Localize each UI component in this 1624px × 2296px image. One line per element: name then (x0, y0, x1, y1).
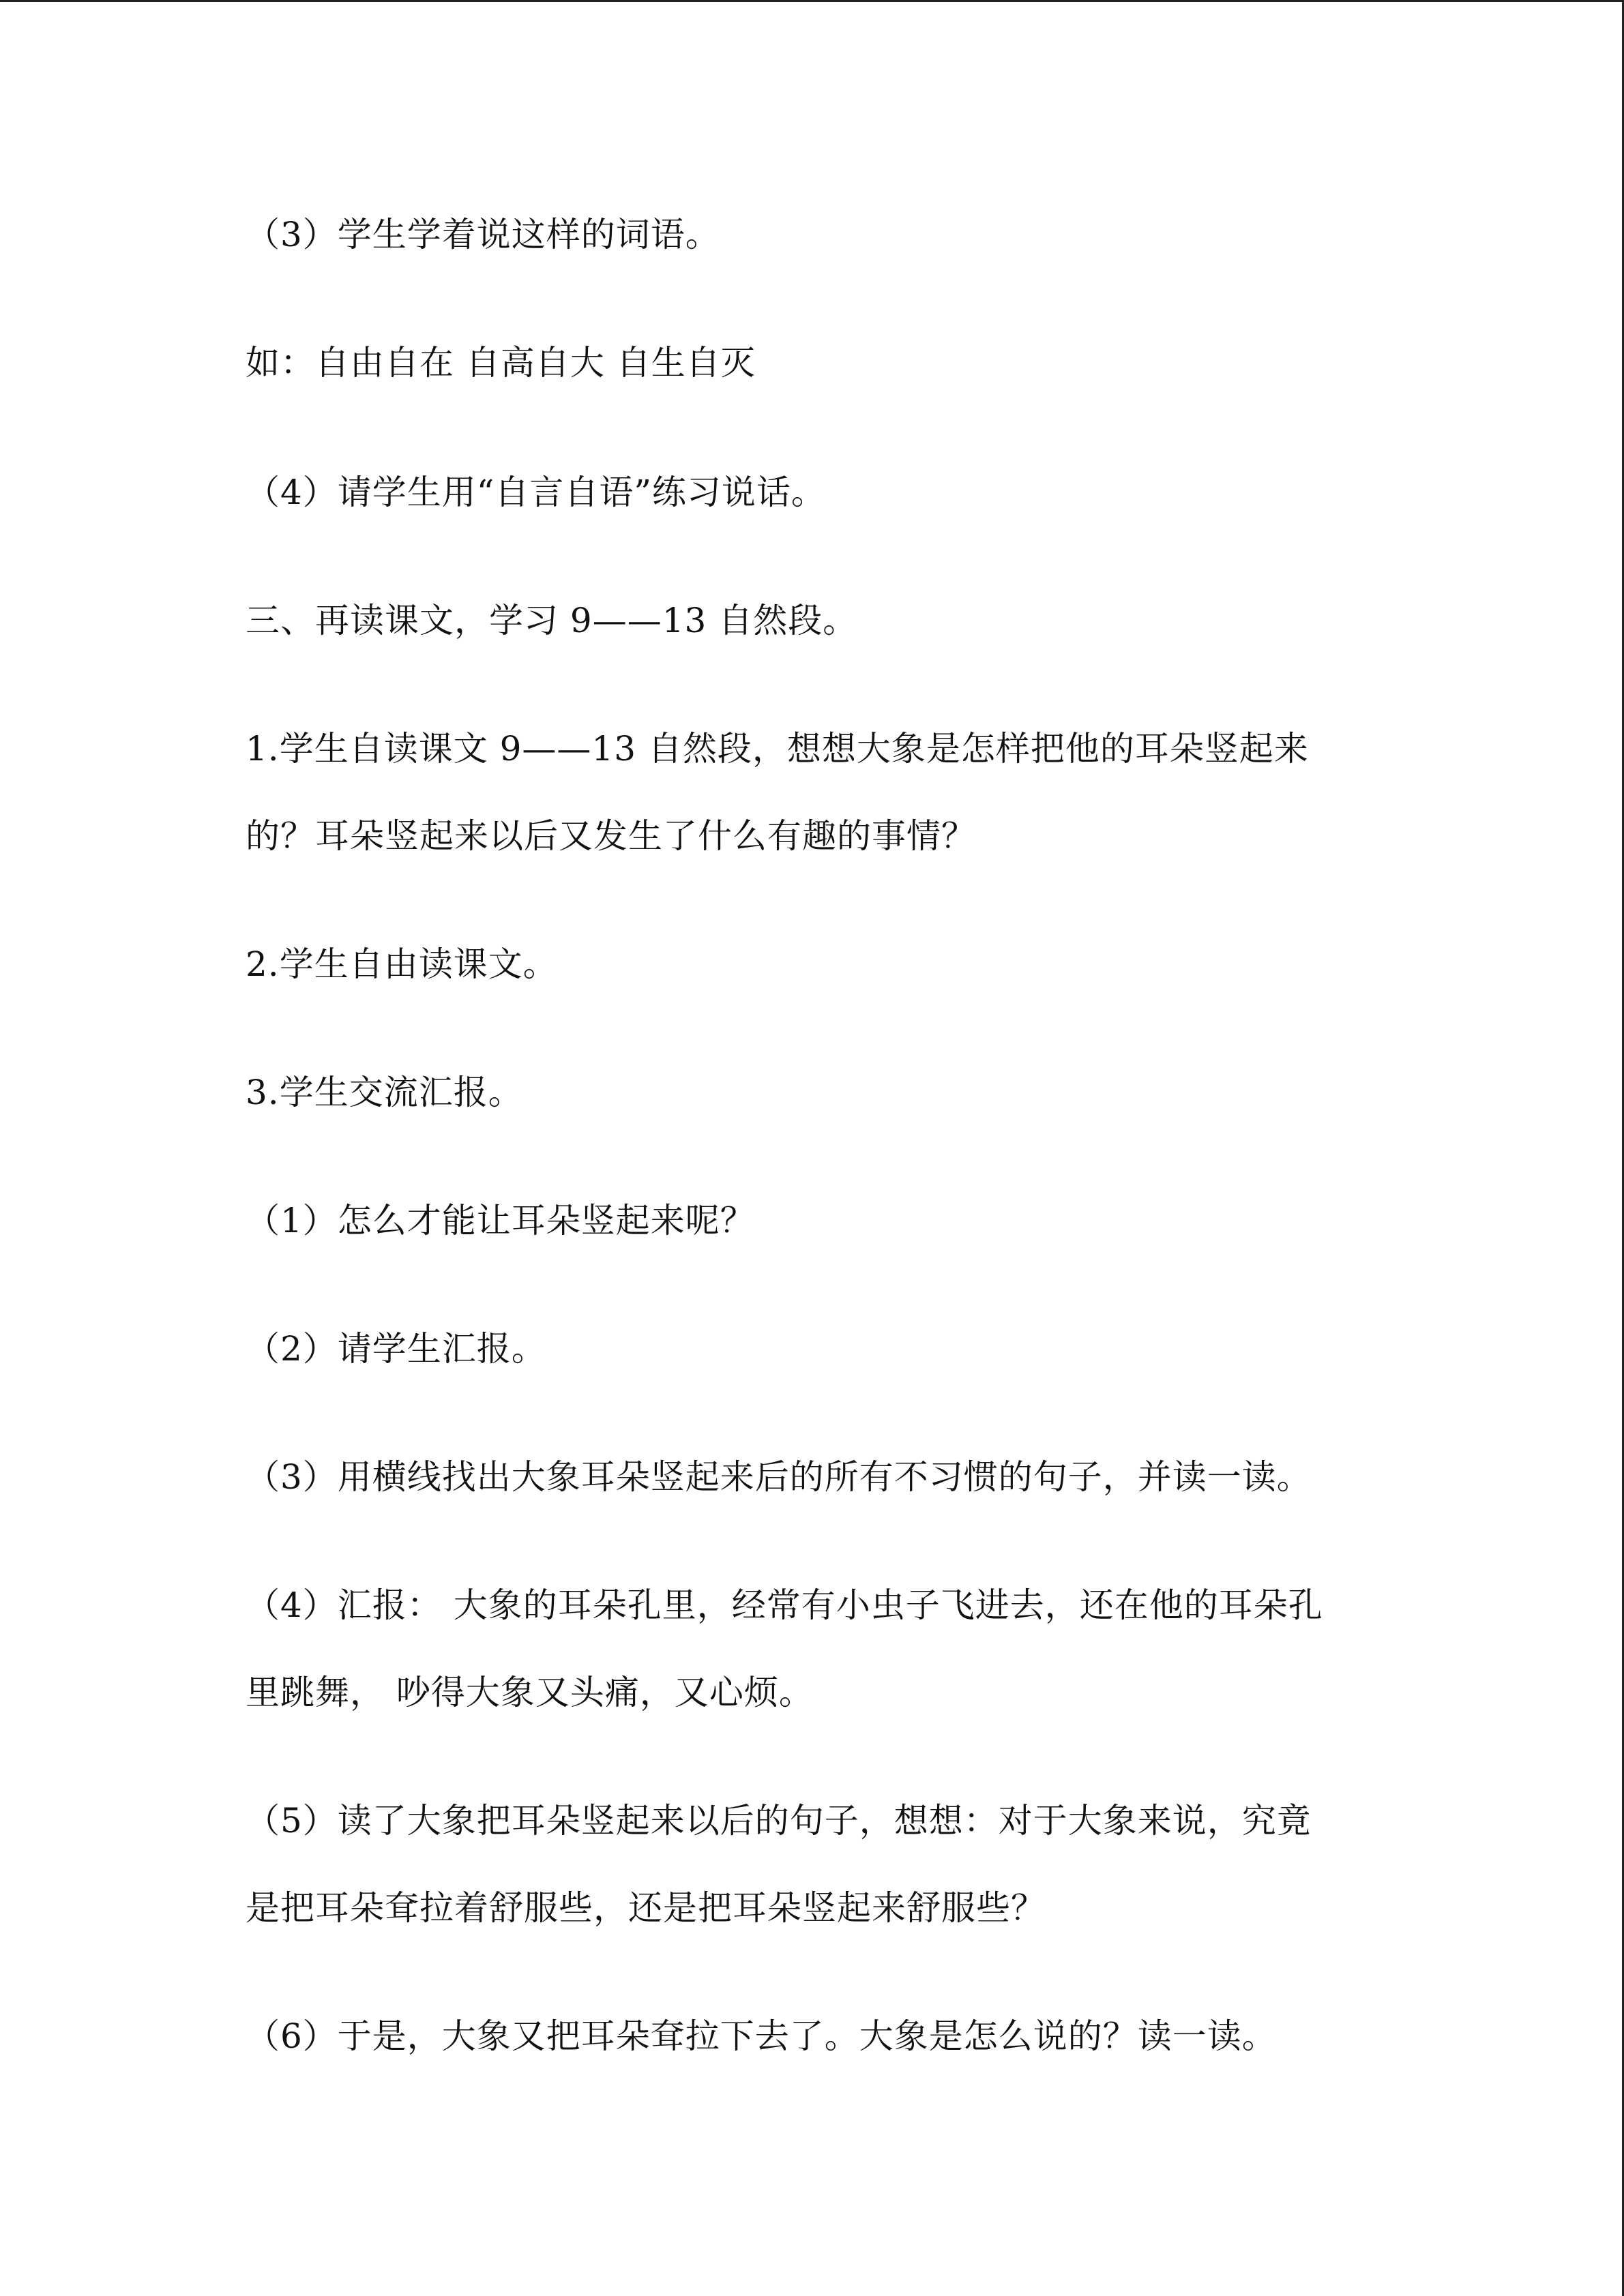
paragraph-item-4-practice: （4）请学生用“自言自语”练习说话。 (246, 473, 826, 512)
paragraph-step-1-line-2: 的？耳朵竖起来以后又发生了什么有趣的事情？ (246, 816, 976, 856)
paragraph-sub-2: （2）请学生汇报。 (246, 1329, 546, 1369)
paragraph-sub-5-line-2: 是把耳朵耷拉着舒服些，还是把耳朵竖起来舒服些？ (246, 1888, 1046, 1928)
paragraph-item-3-phrases: （3）学生学着说这样的词语。 (246, 215, 720, 254)
paragraph-step-3: 3.学生交流汇报。 (246, 1073, 523, 1112)
paragraph-step-1-line-1: 1.学生自读课文 9——13 自然段，想想大象是怎样把他的耳朵竖起来 (246, 729, 1309, 769)
paragraph-sub-5-line-1: （5）读了大象把耳朵竖起来以后的句子，想想：对于大象来说，究竟 (246, 1801, 1312, 1840)
page-top-border (0, 0, 1624, 2)
paragraph-step-2: 2.学生自由读课文。 (246, 944, 558, 984)
paragraph-sub-6: （6）于是，大象又把耳朵耷拉下去了。大象是怎么说的？读一读。 (246, 2016, 1277, 2056)
paragraph-sub-3: （3）用横线找出大象耳朵竖起来后的所有不习惯的句子，并读一读。 (246, 1457, 1312, 1497)
paragraph-sub-4-line-1: （4）汇报： 大象的耳朵孔里，经常有小虫子飞进去，还在他的耳朵孔 (246, 1585, 1323, 1625)
paragraph-sub-1: （1）怎么才能让耳朵竖起来呢？ (246, 1201, 755, 1240)
paragraph-examples: 如：自由自在 自高自大 自生自灭 (246, 343, 756, 383)
section-heading-three: 三、再读课文，学习 9——13 自然段。 (246, 601, 858, 640)
paragraph-sub-4-line-2: 里跳舞， 吵得大象又头痛，又心烦。 (246, 1673, 814, 1712)
